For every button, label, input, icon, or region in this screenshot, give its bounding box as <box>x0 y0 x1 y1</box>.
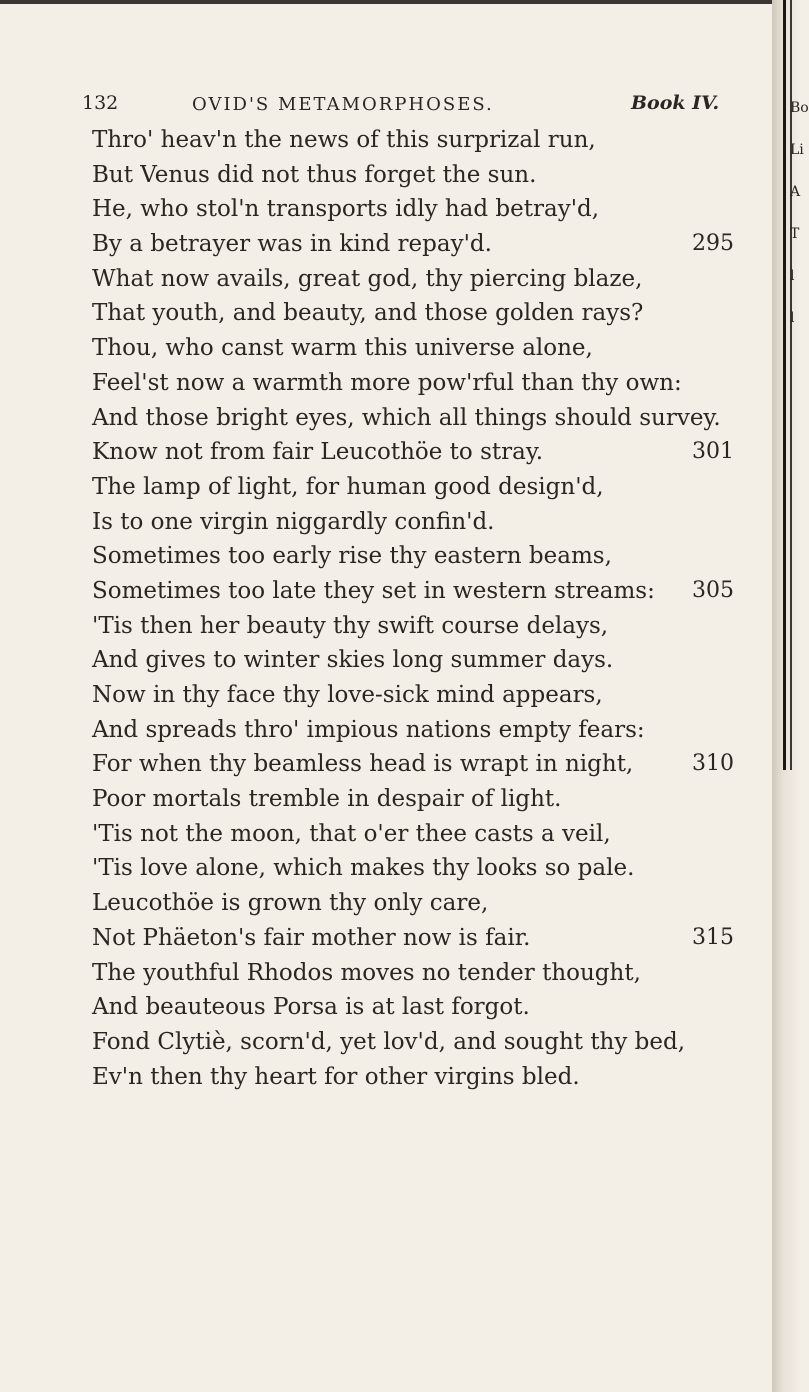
poem-body <box>92 123 772 1094</box>
poem-line-text: Is to one virgin niggardly confin'd. <box>92 508 495 535</box>
poem-line-text: Sometimes too late they set in western streams: <box>92 577 655 604</box>
poem-line <box>92 851 772 886</box>
margin-fragment: Bo <box>790 100 809 116</box>
poem-line-text: Know not from fair Leucothöe to stray. <box>92 439 544 466</box>
poem-line <box>92 227 772 262</box>
poem-line <box>92 747 772 782</box>
poem-line-text: The lamp of light, for human good design'd, <box>92 473 604 500</box>
poem-line <box>92 678 772 713</box>
poem-line <box>92 296 772 331</box>
margin-fragment: l <box>790 268 795 284</box>
poem-line <box>92 192 772 227</box>
page-header <box>82 92 782 122</box>
poem-line <box>92 401 772 436</box>
poem-line-text: And gives to winter skies long summer days. <box>92 647 614 674</box>
poem-line-text: And beauteous Porsa is at last forgot. <box>92 994 530 1021</box>
poem-line <box>92 158 772 193</box>
poem-line <box>92 643 772 678</box>
poem-line-text: By a betrayer was in kind repay'd. <box>92 231 492 258</box>
poem-line-text: Thou, who canst warm this universe alone, <box>92 335 593 362</box>
poem-line-text: Poor mortals tremble in despair of light. <box>92 786 562 813</box>
book-reference: Book IV. <box>631 92 720 114</box>
poem-line <box>92 609 772 644</box>
page-number: 132 <box>82 92 119 114</box>
poem-line <box>92 713 772 748</box>
poem-line-text: For when thy beamless head is wrapt in night, <box>92 751 634 778</box>
poem-line <box>92 331 772 366</box>
line-number: 315 <box>692 924 734 950</box>
poem-line-text: Sometimes too early rise thy eastern beams, <box>92 543 612 570</box>
poem-line-text: Fond Clytiè, scorn'd, yet lov'd, and sought thy bed, <box>92 1028 686 1055</box>
line-number: 301 <box>692 439 734 465</box>
poem-line <box>92 1060 772 1095</box>
poem-line-text: Not Phäeton's fair mother now is fair. <box>92 924 531 951</box>
poem-line-text: 'Tis then her beauty thy swift course delays, <box>92 612 609 639</box>
poem-line <box>92 886 772 921</box>
poem-line-text: What now avails, great god, thy piercing blaze, <box>92 265 643 292</box>
poem-line <box>92 123 772 158</box>
poem-line <box>92 539 772 574</box>
poem-line <box>92 262 772 297</box>
poem-line-text: Now in thy face thy love-sick mind appears, <box>92 682 603 708</box>
poem-line <box>92 956 772 991</box>
poem-line <box>92 470 772 505</box>
poem-line <box>92 574 772 609</box>
poem-line-text: He, who stol'n transports idly had betray'd, <box>92 196 600 223</box>
top-rule <box>0 0 800 4</box>
poem-line <box>92 990 772 1025</box>
poem-line <box>92 505 772 540</box>
margin-fragment: A <box>790 184 801 200</box>
running-title: OVID'S METAMORPHOSES. <box>192 94 494 115</box>
poem-line <box>92 435 772 470</box>
margin-fragment: T <box>790 226 800 242</box>
poem-line <box>92 366 772 401</box>
poem-line-text: And spreads thro' impious nations empty fears: <box>92 716 645 743</box>
poem-line-text: Thro' heav'n the news of this surprizal run, <box>92 127 596 153</box>
spine-edge <box>783 0 786 770</box>
poem-line-text: And those bright eyes, which all things should survey. <box>92 404 721 431</box>
poem-line-text: That youth, and beauty, and those golden rays? <box>92 300 644 327</box>
margin-fragment: Li <box>790 142 804 158</box>
poem-line <box>92 782 772 817</box>
poem-line-text: Ev'n then thy heart for other virgins bled. <box>92 1063 580 1090</box>
poem-line-text: The youthful Rhodos moves no tender thought, <box>92 959 641 986</box>
poem-line-text: Leucothöe is grown thy only care, <box>92 890 489 917</box>
poem-line-text: 'Tis not the moon, that o'er thee casts a veil, <box>92 820 611 847</box>
poem-line <box>92 921 772 956</box>
poem-line-text: Feel'st now a warmth more pow'rful than thy own: <box>92 369 682 396</box>
line-number: 295 <box>692 231 734 257</box>
poem-line-text: 'Tis love alone, which makes thy looks so pale. <box>92 855 635 882</box>
poem-line <box>92 1025 772 1060</box>
line-number: 305 <box>692 577 734 603</box>
poem-line <box>92 817 772 852</box>
line-number: 310 <box>692 751 734 777</box>
margin-fragment: l <box>790 310 795 326</box>
facing-page-fragments <box>790 100 809 400</box>
poem-line-text: But Venus did not thus forget the sun. <box>92 161 537 188</box>
